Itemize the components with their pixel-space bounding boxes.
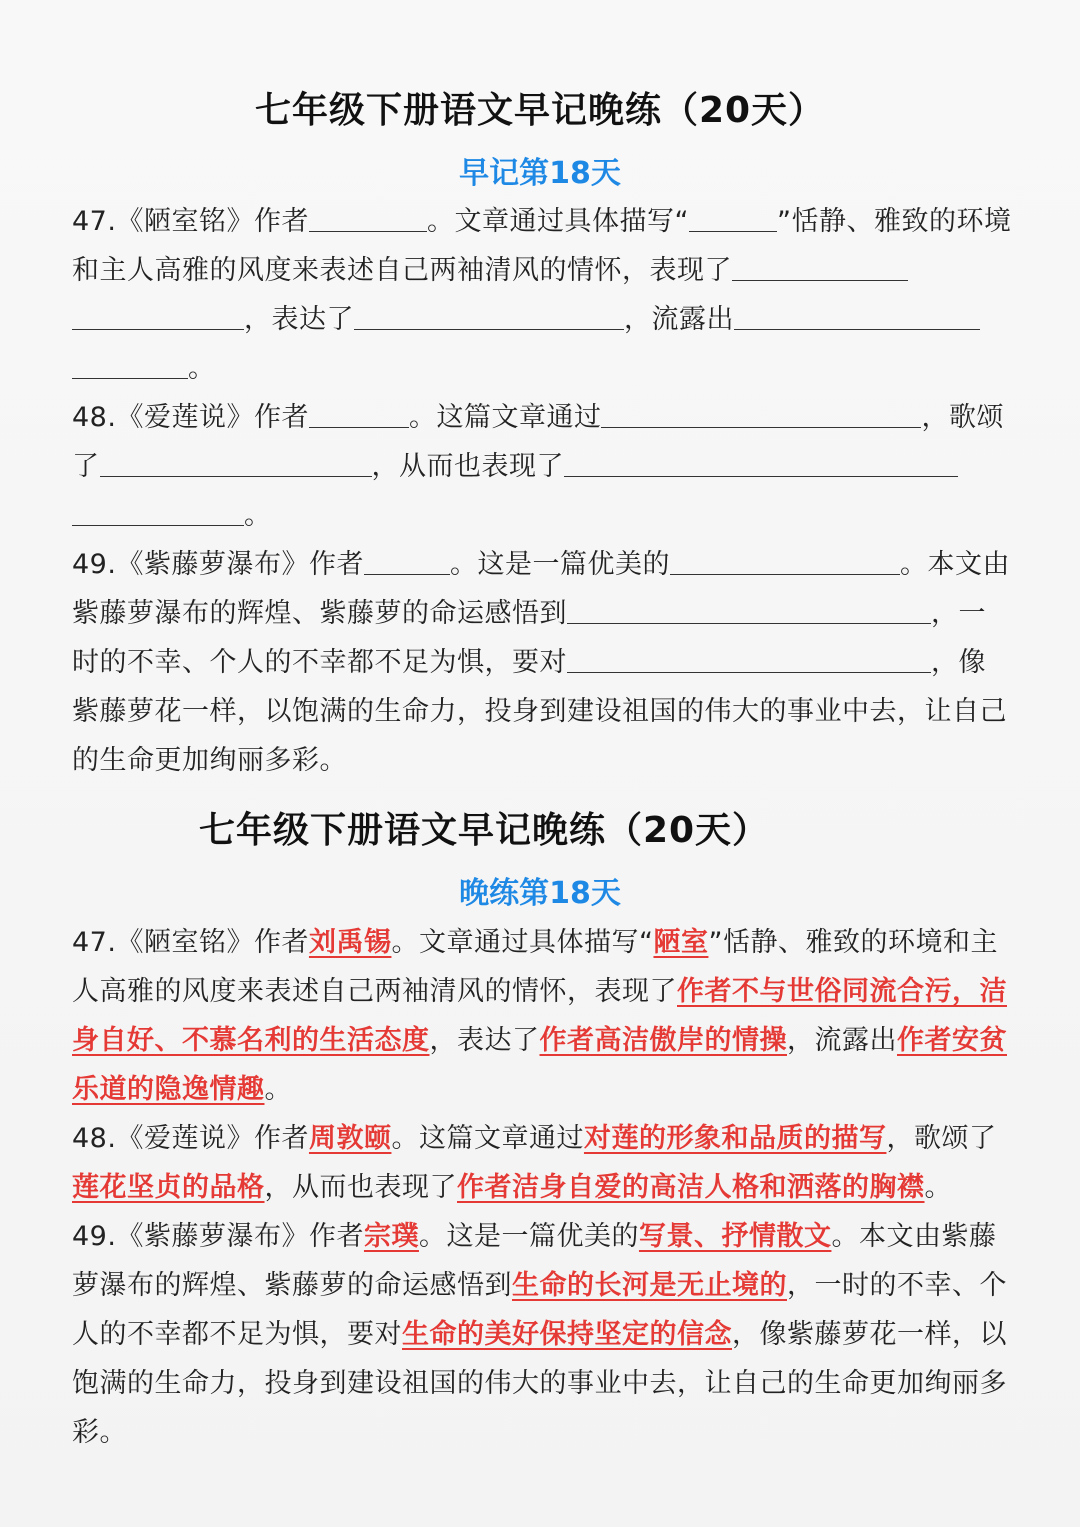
answer-blank[interactable] <box>354 299 624 330</box>
answer-blank[interactable] <box>72 348 188 379</box>
answer-text: 宗璞 <box>363 1221 419 1252</box>
answer-text: 刘禹锡 <box>308 927 392 958</box>
answer-blank[interactable] <box>732 250 908 281</box>
answer-blank[interactable] <box>734 299 980 330</box>
answer-text: 生命的美好保持坚定的信念 <box>402 1319 732 1350</box>
answer-text: 作者高洁傲岸的情操 <box>539 1025 787 1056</box>
answer-text: 对莲的形象和品质的描写 <box>583 1123 887 1154</box>
evening-title: 七年级下册语文早记晚练（20天） <box>198 810 770 851</box>
answer-blank[interactable] <box>689 201 777 232</box>
evening-question-48: 48.《爱莲说》作者周敦颐。这篇文章通过对莲的形象和品质的描写，歌颂了莲花坚贞的品格，从而也表现了作者洁身自爱的高洁人格和洒落的胸襟。 <box>72 1123 997 1203</box>
answer-blank[interactable] <box>567 593 931 624</box>
answer-text: 周敦颐 <box>308 1123 392 1154</box>
morning-subtitle: 早记第18天 <box>459 156 621 191</box>
morning-question-48: 48.《爱莲说》作者 。这篇文章通过 ，歌颂了 ，从而也表现了。 <box>72 393 1012 540</box>
answer-blank[interactable] <box>72 299 244 330</box>
answer-blank[interactable] <box>564 446 958 477</box>
evening-subtitle: 晚练第18天 <box>459 876 621 911</box>
evening-question-47: 47.《陋室铭》作者刘禹锡。文章通过具体描写“陋室”恬静、雅致的环境和主人高雅的风度来表述自己两袖清风的情怀，表现了作者不与世俗同流合污，洁身自好、不慕名利的生活态度，表达了作者高洁傲岸的情操，流露出作者安贫乐道的隐逸情趣。 <box>72 927 1007 1105</box>
answer-text: 写景、抒情散文 <box>638 1221 832 1252</box>
answer-blank[interactable] <box>309 397 409 428</box>
answer-text: 作者洁身自爱的高洁人格和洒落的胸襟 <box>457 1172 925 1203</box>
answer-text: 莲花坚贞的品格 <box>72 1172 265 1203</box>
morning-question-49: 49.《紫藤萝瀑布》作者 。这是一篇优美的 。本文由紫藤萝瀑布的辉煌、紫藤萝的命运感悟到 ，一时的不幸、个人的不幸都不足为惧，要对 ，像紫藤萝花一样，以饱满的生命力，投身到建设祖国的伟大的事业中去，让自己的生命更加绚丽多彩。 <box>72 540 1012 785</box>
morning-title: 七年级下册语文早记晚练（20天） <box>254 90 826 131</box>
answer-text: 作者安贫乐道的隐逸情趣 <box>72 1025 1007 1105</box>
answer-blank[interactable] <box>670 544 900 575</box>
morning-question-47: 47.《陋室铭》作者 。文章通过具体描写“ ”恬静、雅致的环境和主人高雅的风度来表述自己两袖清风的情怀，表现了，表达了 ，流露出。 <box>72 197 1012 393</box>
answer-blank[interactable] <box>601 397 921 428</box>
answer-blank[interactable] <box>72 495 244 526</box>
answer-blank[interactable] <box>567 642 931 673</box>
answer-blank[interactable] <box>100 446 372 477</box>
evening-question-49: 49.《紫藤萝瀑布》作者宗璞。这是一篇优美的写景、抒情散文。本文由紫藤萝瀑布的辉煌、紫藤萝的命运感悟到生命的长河是无止境的，一时的不幸、个人的不幸都不足为惧，要对生命的美好保持坚定的信念，像紫藤萝花一样，以饱满的生命力，投身到建设祖国的伟大的事业中去，让自己的生命更加绚丽多彩。 <box>72 1221 1007 1448</box>
answer-text: 生命的长河是无止境的 <box>512 1270 787 1301</box>
answer-blank[interactable] <box>309 201 427 232</box>
answer-blank[interactable] <box>364 544 450 575</box>
answer-text: 陋室 <box>653 927 709 958</box>
answer-text: 作者不与世俗同流合污，洁身自好、不慕名利的生活态度 <box>72 976 1007 1056</box>
